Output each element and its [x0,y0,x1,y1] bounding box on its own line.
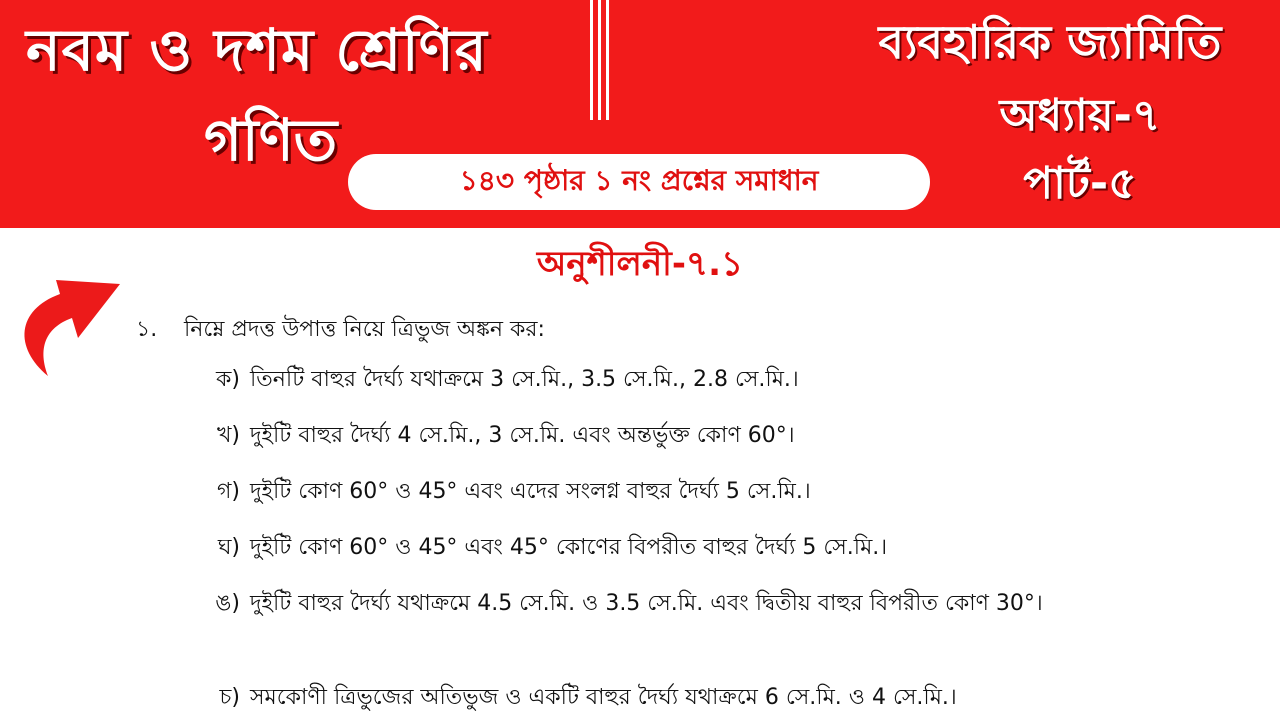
item-label: ঙ) [215,591,240,616]
title-line-2: গণিত [204,106,338,174]
exercise-title: অনুশীলনী-৭.১ [536,244,744,284]
item-label: ঘ) [217,535,240,560]
item-text: দুইটি বাহুর দৈর্ঘ্য 4 সে.মি., 3 সে.মি. এবং অন্তর্ভুক্ত কোণ 60°। [250,423,795,448]
solution-pill-text: ১৪৩ পৃষ্ঠার ১ নং প্রশ্নের সমাধান [459,163,819,197]
item-label: চ) [219,685,240,710]
item-label: খ) [216,423,240,448]
item-label: ক) [216,367,240,392]
item-text: তিনটি বাহুর দৈর্ঘ্য যথাক্রমে 3 সে.মি., 3.5 সে.মি., 2.8 সে.মি.। [250,367,799,392]
item-text: দুইটি কোণ 60° ও 45° এবং এদের সংলগ্ন বাহুর দৈর্ঘ্য 5 সে.মি.। [250,479,811,504]
title-line-1: নবম ও দশম শ্রেণির [26,16,488,84]
part-label: পার্ট-৫ [1023,158,1137,209]
topic-title: ব্যবহারিক জ্যামিতি [878,15,1222,69]
question-text: নিম্নে প্রদত্ত উপাত্ত নিয়ে ত্রিভুজ অঙ্কন কর: [184,317,545,342]
curved-arrow-icon [8,252,128,380]
item-text: সমকোণী ত্রিভুজের অতিভুজ ও একটি বাহুর দৈর্ঘ্য যথাক্রমে 6 সে.মি. ও 4 সে.মি.। [250,685,957,710]
item-label: গ) [216,479,240,504]
header-banner [0,0,1280,228]
chapter-label: অধ্যায়-৭ [999,90,1161,141]
item-text: দুইটি বাহুর দৈর্ঘ্য যথাক্রমে 4.5 সে.মি. ও 3.5 সে.মি. এবং দ্বিতীয় বাহুর বিপরীত কোণ 30°। [250,591,1043,616]
solution-pill [348,154,930,210]
vertical-divider [590,0,620,120]
question-number: ১. [136,317,158,342]
item-text: দুইটি কোণ 60° ও 45° এবং 45° কোণের বিপরীত বাহুর দৈর্ঘ্য 5 সে.মি.। [250,535,888,560]
